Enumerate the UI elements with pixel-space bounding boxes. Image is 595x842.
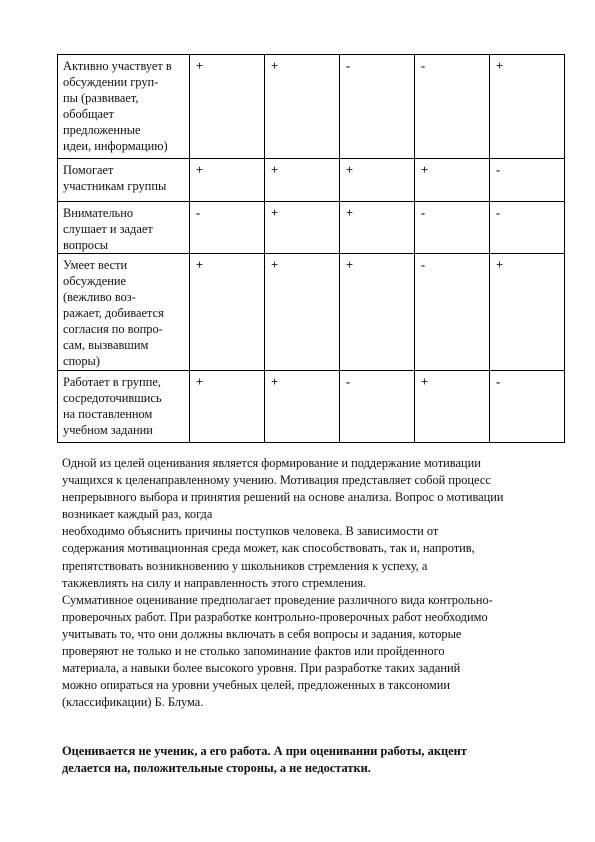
mark-cell: +	[265, 55, 340, 159]
criterion-line: учебном задании	[63, 423, 153, 437]
mark-cell: +	[490, 55, 565, 159]
criteria-table	[57, 54, 565, 443]
criterion-line: обобщает	[63, 107, 114, 121]
criterion-cell	[58, 55, 190, 159]
table-row	[58, 55, 565, 159]
mark-cell: -	[415, 202, 490, 254]
table-row	[58, 254, 565, 371]
mark-cell: -	[490, 202, 565, 254]
paragraph-motivation	[62, 455, 552, 711]
mark-cell: +	[490, 254, 565, 371]
mark-cell: -	[340, 55, 415, 159]
text-line: содержания мотивационная среда может, как способствовать, так и, напротив,	[62, 541, 475, 556]
text-line: Оценивается не ученик, а его работа. А при оценивании работы, акцент	[62, 744, 467, 758]
criterion-line: на поставленном	[63, 407, 153, 421]
criterion-line: идеи, информацию)	[63, 139, 168, 153]
mark-cell: +	[265, 371, 340, 443]
text-line: необходимо объяснить причины поступков человека. В зависимости от	[62, 524, 439, 539]
text-line: возникает каждый раз, когда	[62, 507, 213, 522]
mark-cell: +	[340, 254, 415, 371]
mark-cell: +	[190, 159, 265, 202]
criterion-cell	[58, 159, 190, 202]
text-line: учитывать то, что они должны включать в себя вопросы и задания, которые	[62, 626, 462, 641]
criterion-line: Активно участвует в	[63, 59, 172, 73]
criterion-line: предложенные	[63, 123, 141, 137]
criterion-cell	[58, 254, 190, 371]
criterion-line: участникам группы	[63, 179, 167, 193]
mark-cell: +	[265, 202, 340, 254]
criterion-line: сам, вызвавшим	[63, 338, 149, 352]
criterion-line: обсуждение	[63, 274, 126, 288]
criterion-line: споры)	[63, 354, 100, 368]
mark-cell: +	[190, 371, 265, 443]
mark-cell: -	[415, 55, 490, 159]
text-line: препятствовать возникновению у школьников стремления к успеху, а	[62, 558, 428, 573]
mark-cell: -	[415, 254, 490, 371]
criterion-cell	[58, 371, 190, 443]
mark-cell: -	[490, 159, 565, 202]
criterion-line: обсуждении груп-	[63, 75, 159, 89]
mark-cell: +	[190, 254, 265, 371]
text-line: такжевлиять на силу и направленность этого стремления.	[62, 575, 367, 590]
mark-cell: -	[340, 371, 415, 443]
criterion-line: пы (развивает,	[63, 91, 139, 105]
criterion-line: Работает в группе,	[63, 375, 161, 389]
criterion-line: Помогает	[63, 163, 114, 177]
mark-cell: -	[490, 371, 565, 443]
mark-cell: -	[190, 202, 265, 254]
mark-cell: +	[340, 159, 415, 202]
criterion-line: ражает, добивается	[63, 306, 164, 320]
mark-cell: +	[190, 55, 265, 159]
table-row	[58, 371, 565, 443]
text-line: можно опираться на уровни учебных целей, предложенных в таксономии	[62, 678, 450, 693]
text-line: проверяют не только и не столько запоминание фактов или пройденного	[62, 644, 445, 659]
criterion-line: слушает и задает	[63, 222, 153, 236]
criterion-line: согласия по вопро-	[63, 322, 163, 336]
text-line: Суммативное оценивание предполагает проведение различного вида контрольно-	[62, 592, 493, 607]
text-line: проверочных работ. При разработке контрольно-проверочных работ необходимо	[62, 609, 488, 624]
criterion-line: (вежливо воз-	[63, 290, 136, 304]
criterion-line: Умеет вести	[63, 258, 128, 272]
criterion-line: сосредоточившись	[63, 391, 162, 405]
criterion-line: вопросы	[63, 238, 109, 252]
text-line: делается на, положительные стороны, а не недостатки.	[62, 761, 371, 776]
table-row	[58, 202, 565, 254]
text-line: Одной из целей оценивания является формирование и поддержание мотивации	[62, 456, 481, 470]
mark-cell: +	[265, 254, 340, 371]
text-line: учащихся к целенаправленному учению. Мотивация представляет собой процесс	[62, 473, 491, 488]
mark-cell: +	[340, 202, 415, 254]
mark-cell: +	[415, 371, 490, 443]
mark-cell: +	[415, 159, 490, 202]
mark-cell: +	[265, 159, 340, 202]
criteria-table-body	[58, 55, 565, 443]
paragraph-conclusion	[62, 743, 552, 777]
text-line: непрерывного выбора и принятия решений на основе анализа. Вопрос о мотивации	[62, 490, 504, 505]
criterion-line: Внимательно	[63, 206, 134, 220]
text-line: (классификации) Б. Блума.	[62, 695, 204, 710]
criterion-cell	[58, 202, 190, 254]
text-line: материала, а навыки более высокого уровня. При разработке таких заданий	[62, 661, 461, 676]
table-row	[58, 159, 565, 202]
